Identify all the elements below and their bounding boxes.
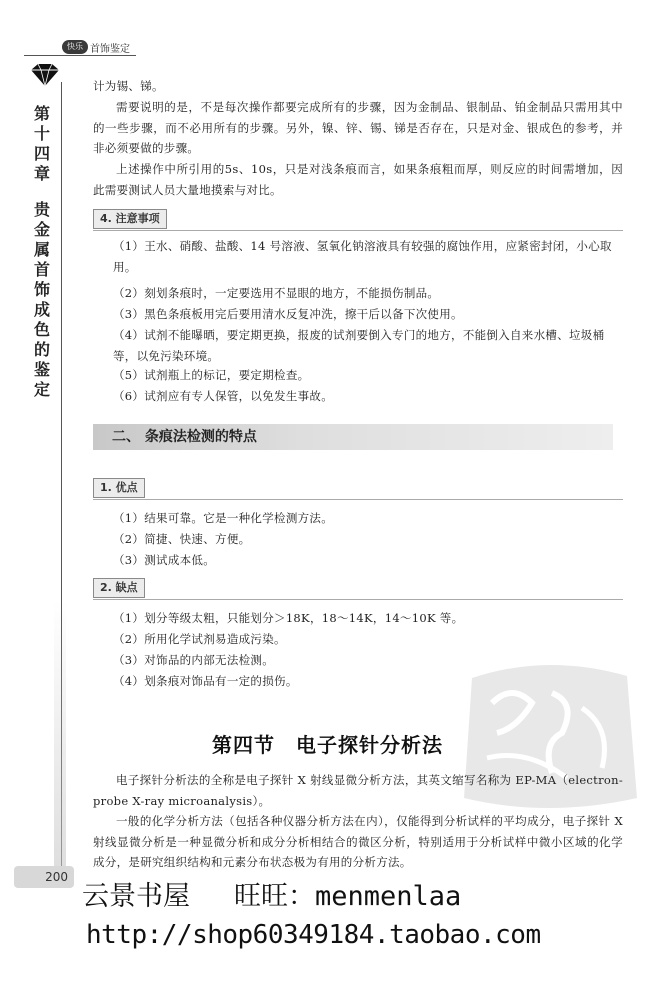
divider: [93, 230, 623, 231]
list-item: （1）结果可靠。它是一种化学检测方法。: [113, 511, 334, 525]
notes-heading: 4. 注意事项: [93, 209, 167, 229]
list-item: （1）王水、硝酸、盐酸、14 号溶液、氢氧化钠溶液具有较强的腐蚀作用，应紧密封闭，小心取用。: [113, 239, 612, 274]
chapter-char: 首: [33, 260, 50, 279]
chapter-char: 金: [33, 220, 50, 239]
paragraph: 电子探针分析法的全称是电子探针 X 射线显微分析方法，其英文缩写名称为 EP-MA（electron-probe X-ray microanalysis）。: [93, 773, 623, 808]
page-number: 200: [14, 866, 74, 888]
list-item: （2）所用化学试剂易造成污染。: [113, 632, 286, 646]
pros-heading: 1. 优点: [93, 478, 145, 498]
paragraph: 计为锡、锑。: [93, 79, 164, 93]
chapter-char: 色: [33, 320, 50, 339]
paragraph: 上述操作中所引用的5s、10s，只是对浅条痕而言，如果条痕粗而厚，则反应的时间需增加，因此需要测试人员大量地摸索与对比。: [93, 162, 623, 197]
section-title: 第四节 电子探针分析法: [212, 733, 443, 757]
section-heading: 二、 条痕法检测的特点: [112, 429, 257, 445]
list-item: （3）对饰品的内部无法检测。: [113, 653, 275, 667]
chapter-char: 第: [33, 104, 50, 123]
header-rule: [24, 55, 136, 56]
divider: [93, 599, 623, 600]
list-item: （4）试剂不能曝晒，要定期更换，报废的试剂要倒入专门的地方，不能倒入自来水槽、垃圾桶等，以免污染环境。: [113, 328, 605, 363]
divider: [93, 499, 623, 500]
chapter-char: 鉴: [33, 360, 50, 379]
chapter-char: 十: [33, 124, 50, 143]
shop-name: 云景书屋: [82, 881, 190, 912]
cons-heading: 2. 缺点: [93, 578, 145, 598]
shop-watermark: [82, 874, 461, 913]
chapter-char: 成: [33, 300, 50, 319]
chapter-char: 四: [33, 144, 50, 163]
running-header: [62, 38, 130, 56]
chapter-char: 饰: [33, 280, 50, 299]
paragraph: 需要说明的是，不是每次操作都要完成所有的步骤，因为金制品、银制品、铂金制品只需用其中的一些步骤，而不必用所有的步骤。另外，镍、锌、锡、锑是否存在，只是对金、银成色的参考，并非必须要做的步骤。: [93, 100, 623, 155]
list-item: （1）划分等级太粗，只能划分＞18K，18～14K，14～10K 等。: [113, 611, 464, 625]
chapter-char: 章: [33, 164, 50, 183]
shop-contact: 旺旺：menmenlaa: [234, 881, 462, 912]
shop-url: http://shop60349184.taobao.com: [86, 920, 541, 950]
chapter-gap: [32, 184, 52, 200]
list-item: （6）试剂应有专人保管，以免发生事故。: [113, 389, 334, 403]
chapter-title-vertical: [32, 104, 52, 400]
diamond-icon: [28, 62, 62, 88]
list-item: （2）简捷、快速、方便。: [113, 532, 251, 546]
list-item: （5）试剂瓶上的标记，要定期检查。: [113, 368, 310, 382]
chapter-char: 属: [33, 240, 50, 259]
paragraph: 一般的化学分析方法（包括各种仪器分析方法在内），仅能得到分析试样的平均成分，电子探针 X 射线显微分析是一种显微分析和成分分析相结合的微区分析，特别适用于分析试样中微小区域的化学成分，是研究组织结构和元素分布状态极为有用的分析方法。: [93, 814, 623, 869]
list-item: （3）黑色条痕板用完后要用清水反复冲洗，擦干后以备下次使用。: [113, 307, 463, 321]
list-item: （4）划条痕对饰品有一定的损伤。: [113, 674, 298, 688]
chapter-char: 贵: [33, 200, 50, 219]
list-item: （3）测试成本低。: [113, 553, 216, 567]
chapter-char: 定: [33, 380, 50, 399]
header-title: 首饰鉴定: [90, 43, 130, 55]
list-item: （2）刻划条痕时，一定要选用不显眼的地方，不能损伤制品。: [113, 286, 440, 300]
header-badge: 快乐: [62, 40, 88, 54]
chapter-char: 的: [33, 340, 50, 359]
